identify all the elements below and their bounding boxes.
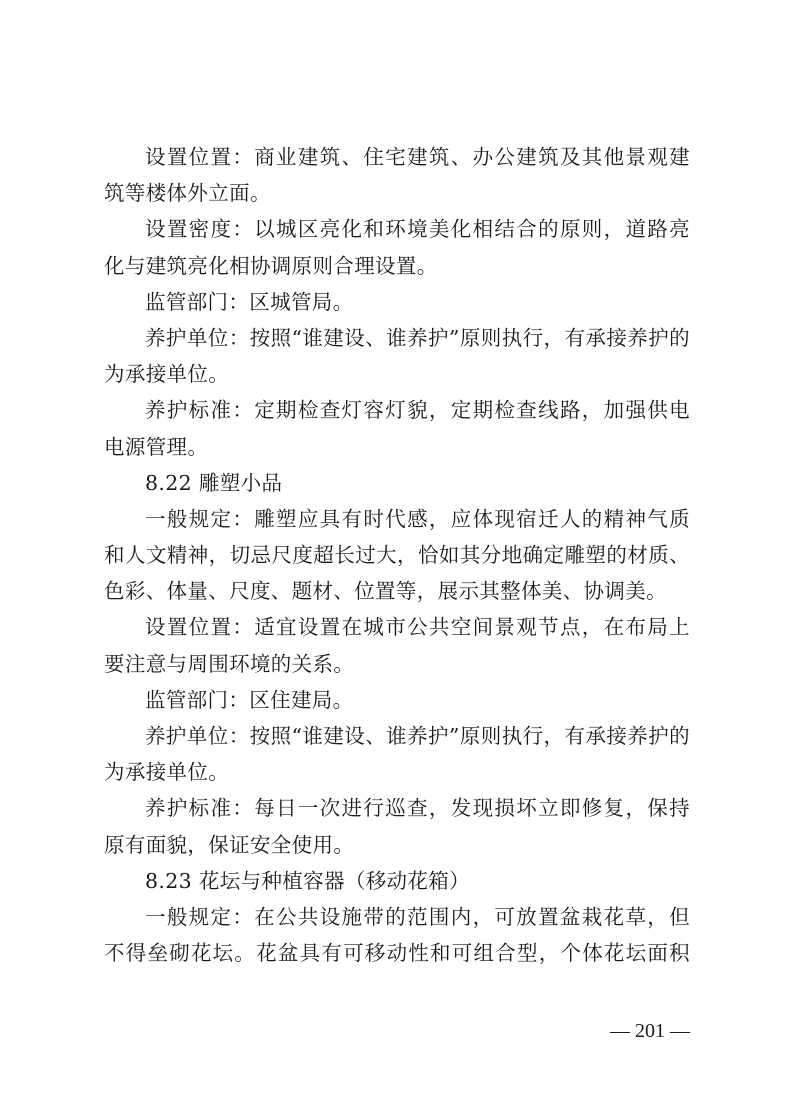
text-line: 为承接单位。 <box>104 362 230 387</box>
text-line: 色彩、体量、尺度、题材、位置等，展示其整体美、协调美。 <box>104 579 667 604</box>
page-number: — 201 — <box>610 1020 690 1042</box>
text-line: 电源管理。 <box>104 434 209 459</box>
text-line: 一般规定：雕塑应具有时代感，应体现宿迁人的精神气质 <box>145 506 690 531</box>
text-line: 养护标准：每日一次进行巡查，发现损坏立即修复，保持 <box>145 796 690 821</box>
text-line: 设置位置：适宜设置在城市公共空间景观节点，在布局上 <box>145 615 690 640</box>
text-line: 和人文精神，切忌尺度超长过大，恰如其分地确定雕塑的材质、 <box>104 543 690 568</box>
section-heading: 8.23 花坛与种植容器（移动花箱） <box>145 868 470 893</box>
section-heading: 8.22 雕塑小品 <box>145 470 283 495</box>
text-line: 为承接单位。 <box>104 760 230 785</box>
text-line: 养护单位：按照“谁建设、谁养护”原则执行，有承接养护的 <box>145 325 690 350</box>
text-line: 不得垒砌花坛。花盆具有可移动性和可组合型，个体花坛面积 <box>104 941 690 966</box>
text-line: 监管部门：区城管局。 <box>145 289 354 314</box>
text-line: 养护单位：按照“谁建设、谁养护”原则执行，有承接养护的 <box>145 724 690 748</box>
text-line: 原有面貌，保证安全使用。 <box>104 832 355 857</box>
body-text <box>104 139 690 971</box>
text-line: 要注意与周围环境的关系。 <box>104 651 355 676</box>
text-line: 设置密度：以城区亮化和环境美化相结合的原则，道路亮 <box>145 217 690 242</box>
text-line: 养护标准：定期检查灯容灯貌，定期检查线路，加强供电 <box>145 398 690 423</box>
text-line: 监管部门：区住建局。 <box>145 687 354 712</box>
text-line: 设置位置：商业建筑、住宅建筑、办公建筑及其他景观建 <box>145 145 690 169</box>
text-line: 筑等楼体外立面。 <box>104 181 271 206</box>
text-line: 化与建筑亮化相协调原则合理设置。 <box>104 253 438 278</box>
text-line: 一般规定：在公共设施带的范围内，可放置盆栽花草，但 <box>145 904 690 929</box>
